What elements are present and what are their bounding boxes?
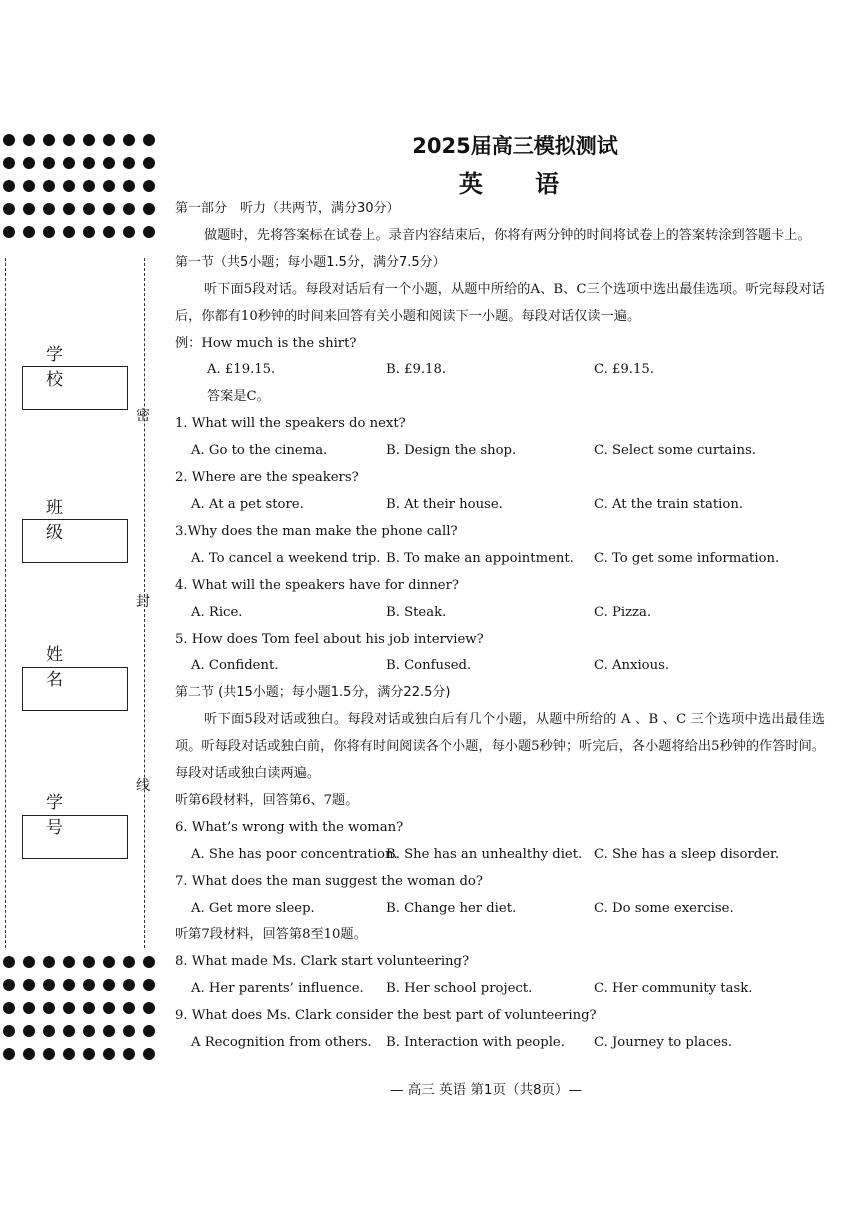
part1-heading: 第一部分 听力（共两节，满分30分） [175, 201, 400, 216]
question-4-options [175, 600, 825, 627]
binding-dot [103, 157, 115, 169]
option-b: B. £9.18. [386, 362, 447, 378]
question-5: 5. How does Tom feel about his job interview? [175, 631, 484, 647]
section1-instructions: 听下面5段对话。每段对话后有一个小题，从题中所给的A、B、C三个选项中选出最佳选项。听完每段对话后，你都有10秒钟的时间来回答有关小题和阅读下一小题。每段对话仅读一遍。 [175, 281, 825, 324]
binding-dot [103, 956, 115, 968]
question-1: 1. What will the speakers do next? [175, 416, 406, 432]
option-c: C. Do some exercise. [594, 900, 734, 916]
binding-dot [103, 1048, 115, 1060]
option-c: C. At the train station. [594, 496, 744, 512]
binding-dot [43, 157, 55, 169]
option-a: A. At a pet store. [191, 496, 304, 512]
binding-dot [43, 979, 55, 991]
section1-heading: 第一节（共5小题；每小题1.5分，满分7.5分） [175, 254, 446, 270]
binding-dot [3, 180, 15, 192]
binding-dot [103, 203, 115, 215]
binding-dot [83, 203, 95, 215]
binding-dot [3, 134, 15, 146]
binding-dot [23, 226, 35, 238]
binding-dot [83, 226, 95, 238]
binding-dot [103, 180, 115, 192]
question-9: 9. What does Ms. Clark consider the best part of volunteering? [175, 1008, 597, 1024]
binding-dot [63, 956, 75, 968]
binding-dot [103, 979, 115, 991]
binding-dot [143, 157, 155, 169]
binding-dot [23, 203, 35, 215]
section2-heading: 第二节 (共15小题；每小题1.5分，满分22.5分) [175, 685, 451, 701]
option-a: A. Rice. [191, 604, 243, 620]
binding-dot [63, 157, 75, 169]
option-a: A. Go to the cinema. [191, 443, 328, 459]
question-8-options [175, 976, 825, 1003]
option-c: C. She has a sleep disorder. [594, 846, 780, 862]
binding-dot [123, 203, 135, 215]
seal-char-xian: 线 [136, 778, 150, 794]
binding-dot [43, 1025, 55, 1037]
binding-dot [23, 157, 35, 169]
binding-dot [63, 1002, 75, 1014]
binding-dot [103, 1002, 115, 1014]
binding-dot [43, 134, 55, 146]
option-c: C. Pizza. [594, 604, 652, 620]
binding-dot [83, 157, 95, 169]
binding-dot [103, 226, 115, 238]
binding-dot [123, 1002, 135, 1014]
binding-dot [103, 134, 115, 146]
binding-dot [3, 1025, 15, 1037]
seal-char-mi: 密 [136, 408, 150, 424]
binding-dot [43, 1002, 55, 1014]
binding-dot [123, 134, 135, 146]
exam-title: 2025届高三模拟测试 [412, 134, 618, 158]
school-box[interactable] [22, 366, 128, 410]
binding-dot [143, 203, 155, 215]
question-2: 2. Where are the speakers? [175, 470, 359, 486]
option-b: B. Confused. [386, 658, 472, 674]
question-7-options [175, 896, 825, 923]
binding-dot [83, 979, 95, 991]
option-a: A. She has poor concentration. [191, 846, 398, 862]
option-a: A. Get more sleep. [191, 900, 315, 916]
binding-dot [23, 1002, 35, 1014]
binding-dot [103, 1025, 115, 1037]
binding-dot [123, 979, 135, 991]
question-2-options [175, 492, 825, 519]
option-b: B. Her school project. [386, 981, 533, 997]
class-label: 班 级 [46, 498, 77, 543]
question-9-options [175, 1030, 825, 1057]
question-6-options [175, 842, 825, 869]
binding-dot [123, 226, 135, 238]
option-c: C. To get some information. [594, 550, 780, 566]
example-question: 例：How much is the shirt? [175, 335, 357, 351]
binding-dot [3, 956, 15, 968]
group-6-heading: 听第6段材料，回答第6、7题。 [175, 792, 359, 808]
binding-dots-bottom [0, 956, 160, 1060]
binding-dot [83, 1002, 95, 1014]
name-box[interactable] [22, 667, 128, 711]
binding-dot [143, 1048, 155, 1060]
binding-dot [63, 226, 75, 238]
school-label: 学 校 [46, 345, 77, 390]
option-b: B. Design the shop. [386, 443, 517, 459]
binding-dot [123, 1025, 135, 1037]
binding-dot [63, 1048, 75, 1060]
exam-content [175, 130, 825, 1057]
seal-char-feng: 封 [136, 594, 150, 610]
example-answer: 答案是C。 [207, 389, 270, 405]
question-3: 3.Why does the man make the phone call? [175, 523, 458, 539]
binding-dot [23, 180, 35, 192]
option-a: A. Her parents’ influence. [191, 981, 364, 997]
binding-dots-top [0, 134, 160, 238]
binding-dot [43, 956, 55, 968]
option-b: B. She has an unhealthy diet. [386, 846, 583, 862]
binding-dot [143, 226, 155, 238]
option-b: B. Interaction with people. [386, 1035, 565, 1051]
binding-dot [143, 1025, 155, 1037]
option-b: B. To make an appointment. [386, 550, 574, 566]
binding-dot [3, 1002, 15, 1014]
question-7: 7. What does the man suggest the woman do? [175, 873, 483, 889]
binding-dot [143, 180, 155, 192]
class-box[interactable] [22, 519, 128, 563]
option-b: B. Steak. [386, 604, 447, 620]
student-id-label: 学 号 [46, 793, 77, 838]
binding-dot [23, 1048, 35, 1060]
binding-dot [3, 203, 15, 215]
question-1-options [175, 438, 825, 465]
binding-dot [83, 1025, 95, 1037]
option-a: A. Confident. [191, 658, 279, 674]
binding-dot [123, 1048, 135, 1060]
binding-dot [123, 956, 135, 968]
student-id-box[interactable] [22, 815, 128, 859]
question-4: 4. What will the speakers have for dinner? [175, 577, 459, 593]
option-a: A. To cancel a weekend trip. [191, 550, 381, 566]
option-c: C. Her community task. [594, 981, 753, 997]
option-b: B. Change her diet. [386, 900, 517, 916]
binding-dot [3, 226, 15, 238]
binding-dot [43, 203, 55, 215]
binding-dot [23, 979, 35, 991]
binding-dot [63, 979, 75, 991]
option-c: C. Journey to places. [594, 1035, 733, 1051]
binding-dot [143, 979, 155, 991]
example-options [175, 357, 825, 384]
option-c: C. Select some curtains. [594, 443, 756, 459]
binding-dot [43, 1048, 55, 1060]
binding-dot [143, 1002, 155, 1014]
binding-dot [23, 134, 35, 146]
binding-dot [83, 956, 95, 968]
exam-subject: 英 语 [458, 170, 582, 198]
group-7-heading: 听第7段材料，回答第8至10题。 [175, 927, 367, 943]
binding-dot [63, 134, 75, 146]
binding-dot [43, 226, 55, 238]
option-a: A. £19.15. [207, 362, 276, 378]
option-c: C. Anxious. [594, 658, 670, 674]
option-a: A Recognition from others. [191, 1035, 372, 1051]
binding-dot [3, 1048, 15, 1060]
question-5-options [175, 653, 825, 680]
binding-dot [83, 1048, 95, 1060]
option-c: C. £9.15. [594, 362, 654, 378]
question-6: 6. What’s wrong with the woman? [175, 819, 404, 835]
binding-dot [123, 157, 135, 169]
question-3-options [175, 546, 825, 573]
binding-line-left [5, 258, 6, 948]
page-footer: — 高三 英语 第1页（共8页）— [390, 1082, 583, 1098]
binding-dot [143, 956, 155, 968]
binding-dot [63, 203, 75, 215]
question-8: 8. What made Ms. Clark start volunteering? [175, 954, 470, 970]
binding-dot [83, 134, 95, 146]
binding-dot [63, 180, 75, 192]
binding-dot [3, 157, 15, 169]
binding-dot [3, 979, 15, 991]
binding-dot [23, 956, 35, 968]
name-label: 姓 名 [46, 645, 77, 690]
binding-dot [143, 134, 155, 146]
binding-dot [83, 180, 95, 192]
binding-dot [123, 180, 135, 192]
binding-dot [63, 1025, 75, 1037]
option-b: B. At their house. [386, 496, 503, 512]
part1-instructions: 做题时，先将答案标在试卷上。录音内容结束后，你将有两分钟的时间将试卷上的答案转涂到答题卡上。 [204, 227, 811, 243]
binding-dot [23, 1025, 35, 1037]
binding-dot [43, 180, 55, 192]
section2-instructions: 听下面5段对话或独白。每段对话或独白后有几个小题，从题中所给的 A 、B 、C 三个选项中选出最佳选项。听每段对话或独白前，你将有时间阅读各个小题，每小题5秒钟；听完后，各小题将给出5秒钟的作答时间。每段对话或独白读两遍。 [175, 712, 825, 782]
